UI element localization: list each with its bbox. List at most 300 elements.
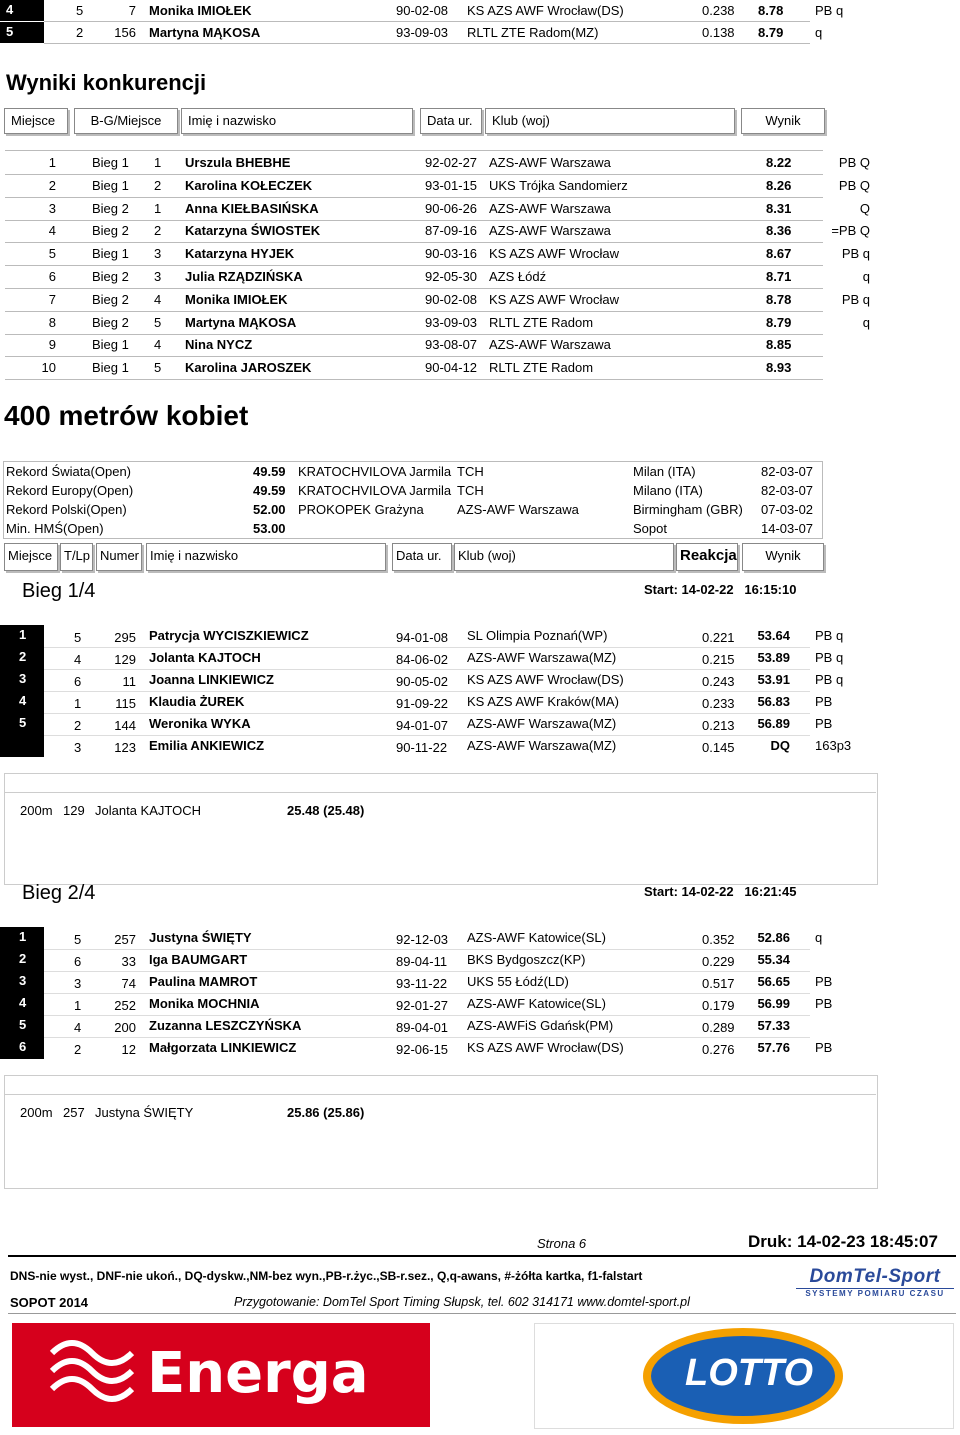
dob-cell: 92-06-15 xyxy=(396,1042,449,1057)
club-cell: AZS-AWF Warszawa xyxy=(489,155,611,170)
reaction-cell: 0.352 xyxy=(702,932,735,947)
reaction-cell: 0.243 xyxy=(702,674,735,689)
note-cell: PB q xyxy=(815,650,844,665)
footer-divider-2 xyxy=(8,1313,956,1314)
place-cell: 4 xyxy=(0,0,44,21)
table-row xyxy=(0,1037,960,1059)
dob-cell: 93-01-15 xyxy=(425,177,478,193)
record-time: 53.00 xyxy=(253,521,286,536)
col-header-reaction: Reakcja xyxy=(676,543,738,571)
club-cell: RLTL ZTE Radom xyxy=(489,314,594,330)
lotto-banner xyxy=(534,1323,954,1429)
col-header-club: Klub (woj) xyxy=(485,108,735,134)
result-cell: 53.64 xyxy=(757,628,790,643)
reaction-cell: 0.213 xyxy=(702,718,735,733)
col-header-heat: B-G/Miejsce xyxy=(74,108,178,134)
place-cell xyxy=(0,735,44,757)
place-cell: 8 xyxy=(48,314,56,330)
lane-cell: 2 xyxy=(74,718,82,733)
results-top-rule xyxy=(5,150,823,151)
col-header-name: Imię i nazwisko xyxy=(146,543,386,571)
club-cell: SL Olimpia Poznań(WP) xyxy=(467,628,608,643)
club-cell: AZS-AWF Katowice(SL) xyxy=(467,996,606,1011)
dob-cell: 92-02-27 xyxy=(425,155,478,170)
bib-cell: 257 xyxy=(114,932,136,947)
reaction-cell: 0.179 xyxy=(702,998,735,1013)
note-cell: PB xyxy=(815,694,833,709)
club-cell: AZS-AWF Warszawa(MZ) xyxy=(467,738,617,753)
result-cell: 8.85 xyxy=(766,337,792,353)
athlete-name: Monika IMIOŁEK xyxy=(185,291,288,307)
place-cell: 3 xyxy=(48,200,56,216)
record-holder: PROKOPEK Grażyna xyxy=(298,502,424,517)
club-cell: AZS-AWF Katowice(SL) xyxy=(467,930,606,945)
col-header-result: Wynik xyxy=(742,543,824,571)
result-cell: 56.99 xyxy=(757,996,790,1011)
record-row xyxy=(0,482,960,501)
reaction-cell: 0.145 xyxy=(702,740,735,755)
dob-cell: 90-02-08 xyxy=(425,291,478,307)
result-cell: 8.78 xyxy=(766,291,792,307)
footer-divider xyxy=(8,1255,956,1257)
athlete-name: Weronika WYKA xyxy=(149,716,251,731)
dob-cell: 94-01-07 xyxy=(396,718,449,733)
heat-place-cell: 5 xyxy=(154,314,162,330)
athlete-name: Nina NYCZ xyxy=(185,337,253,353)
record-place: Birmingham (GBR) xyxy=(633,502,743,517)
credit-text: Przygotowanie: DomTel Sport Timing Słupsk, tel. 602 314171 www.domtel-sport.pl xyxy=(234,1295,690,1309)
table-row xyxy=(0,971,960,993)
club-cell: BKS Bydgoszcz(KP) xyxy=(467,952,586,967)
note-cell: q xyxy=(815,930,823,945)
reaction-cell: 0.276 xyxy=(702,1042,735,1057)
place-cell: 7 xyxy=(48,291,56,307)
result-cell: 8.71 xyxy=(766,269,792,284)
athlete-name: Justyna ŚWIĘTY xyxy=(149,930,252,945)
result-cell: 55.34 xyxy=(757,952,790,967)
record-place: Milano (ITA) xyxy=(633,483,703,498)
heat-cell: Bieg 2 xyxy=(92,269,129,284)
athlete-name: Iga BAUMGART xyxy=(149,952,248,967)
heat-place-cell: 5 xyxy=(154,360,162,376)
split-time: 25.86 (25.86) xyxy=(287,1105,365,1120)
table-row xyxy=(0,713,960,735)
record-holder: KRATOCHVILOVA Jarmila xyxy=(298,483,452,498)
note-cell: PB q xyxy=(841,291,870,307)
record-place: Milan (ITA) xyxy=(633,464,696,479)
table-row xyxy=(0,243,960,265)
table-row xyxy=(0,927,960,949)
place-cell: 6 xyxy=(48,269,56,284)
domtel-logo xyxy=(796,1266,954,1300)
bib-cell: 33 xyxy=(121,954,136,969)
result-cell: 57.33 xyxy=(757,1018,790,1033)
heat-place-cell: 3 xyxy=(154,269,162,284)
split-athlete: Jolanta KAJTOCH xyxy=(95,803,201,818)
dob-cell: 90-06-26 xyxy=(425,200,478,216)
dob-cell: 87-09-16 xyxy=(425,223,478,239)
club-cell: UKS 55 Łódź(LD) xyxy=(467,974,569,989)
athlete-name: Jolanta KAJTOCH xyxy=(149,650,261,665)
dob-cell: 91-09-22 xyxy=(396,696,449,711)
club-cell: KS AZS AWF Wrocław xyxy=(489,291,620,307)
note-cell: PB q xyxy=(815,628,844,643)
dob-cell: 93-11-22 xyxy=(396,976,448,991)
club-cell: KS AZS AWF Wrocław xyxy=(489,246,620,262)
table-row xyxy=(0,152,960,174)
athlete-name: Monika IMIOŁEK xyxy=(149,3,252,18)
place-cell: 4 xyxy=(48,223,56,239)
place-cell: 5 xyxy=(48,246,56,262)
split-divider xyxy=(4,1094,876,1095)
record-label: Rekord Europy(Open) xyxy=(6,483,134,498)
dob-cell: 93-09-03 xyxy=(425,314,478,330)
heat-title: Bieg 1/4 xyxy=(22,580,96,602)
result-cell: DQ xyxy=(770,738,790,753)
note-cell: PB q xyxy=(815,3,844,18)
heat-cell: Bieg 1 xyxy=(92,246,129,262)
note-cell: 163p3 xyxy=(815,738,852,753)
dob-cell: 94-01-08 xyxy=(396,630,449,645)
heat-place-cell: 4 xyxy=(154,337,162,353)
place-cell: 1 xyxy=(0,625,44,647)
split-times-box xyxy=(4,773,878,885)
note-cell: PB Q xyxy=(838,177,870,193)
col-header-lane: T/Lp xyxy=(60,543,93,571)
place-cell: 5 xyxy=(0,713,44,735)
heat-cell: Bieg 1 xyxy=(92,177,129,193)
club-cell: RLTL ZTE Radom(MZ) xyxy=(467,25,599,40)
place-cell: 4 xyxy=(0,993,44,1015)
record-label: Rekord Polski(Open) xyxy=(6,502,127,517)
energa-logo-text: Energa xyxy=(147,1341,369,1406)
note-cell: PB Q xyxy=(838,155,870,170)
athlete-name: Klaudia ŻUREK xyxy=(149,694,245,709)
dob-cell: 90-11-22 xyxy=(396,740,448,755)
heat-cell: Bieg 2 xyxy=(92,291,129,307)
reaction-cell: 0.517 xyxy=(702,976,735,991)
reaction-cell: 0.215 xyxy=(702,652,735,667)
place-cell: 4 xyxy=(0,691,44,713)
heat-place-cell: 2 xyxy=(154,177,162,193)
table-row xyxy=(0,266,960,288)
reaction-cell: 0.221 xyxy=(702,630,735,645)
col-header-dob: Data ur. xyxy=(420,108,482,134)
athlete-name: Karolina KOŁECZEK xyxy=(185,177,313,193)
record-row xyxy=(0,520,960,539)
table-row xyxy=(0,0,960,22)
athlete-name: Monika MOCHNIA xyxy=(149,996,260,1011)
athlete-name: Karolina JAROSZEK xyxy=(185,360,312,376)
club-cell: KS AZS AWF Wrocław(DS) xyxy=(467,1040,624,1055)
split-bib: 257 xyxy=(63,1105,85,1120)
split-time: 25.48 (25.48) xyxy=(287,803,365,818)
col-header-dob: Data ur. xyxy=(392,543,452,571)
place-cell: 5 xyxy=(0,22,44,43)
dob-cell: 93-09-03 xyxy=(396,25,449,40)
lane-cell: 6 xyxy=(74,674,82,689)
note-cell: PB q xyxy=(815,672,844,687)
legend-text: DNS-nie wyst., DNF-nie ukoń., DQ-dyskw.,NM-bez wyn.,PB-r.życ.,SB-r.sez., Q,q-awans, #-żółta kartka, f1-falstart xyxy=(10,1269,643,1283)
col-header-club: Klub (woj) xyxy=(454,543,674,571)
col-header-bib: Numer xyxy=(96,543,142,571)
result-cell: 8.26 xyxy=(766,177,792,193)
result-cell: 57.76 xyxy=(757,1040,790,1055)
lane-cell: 6 xyxy=(74,954,82,969)
heat-place-cell: 4 xyxy=(154,291,162,307)
heat-place-cell: 1 xyxy=(154,200,162,216)
result-cell: 8.79 xyxy=(766,314,792,330)
heat-cell: Bieg 1 xyxy=(92,155,129,170)
dob-cell: 93-08-07 xyxy=(425,337,478,353)
result-cell: 56.89 xyxy=(757,716,790,731)
note-cell: PB q xyxy=(841,246,870,262)
athlete-name: Katarzyna HYJEK xyxy=(185,246,295,262)
note-cell: q xyxy=(862,269,870,284)
note-cell: q xyxy=(862,314,870,330)
club-cell: AZS Łódź xyxy=(489,269,547,284)
table-row xyxy=(0,198,960,220)
result-cell: 53.91 xyxy=(757,672,790,687)
record-place: Sopot xyxy=(633,521,667,536)
event-location: SOPOT 2014 xyxy=(10,1295,89,1310)
lane-cell: 2 xyxy=(74,1042,82,1057)
lane-cell: 2 xyxy=(76,25,84,40)
table-row xyxy=(0,625,960,647)
reaction-cell: 0.238 xyxy=(702,3,735,18)
record-time: 52.00 xyxy=(253,502,286,517)
table-row xyxy=(0,334,960,356)
record-club: TCH xyxy=(457,483,484,498)
dob-cell: 84-06-02 xyxy=(396,652,449,667)
table-row xyxy=(0,993,960,1015)
domtel-logo-subtitle: SYSTEMY POMIARU CZASU xyxy=(796,1288,954,1298)
bib-cell: 144 xyxy=(114,718,136,733)
print-timestamp: Druk: 14-02-23 18:45:07 xyxy=(748,1232,938,1251)
heat-place-cell: 1 xyxy=(154,155,162,170)
note-cell: q xyxy=(815,25,823,40)
reaction-cell: 0.289 xyxy=(702,1020,735,1035)
club-cell: UKS Trójka Sandomierz xyxy=(489,177,628,193)
bib-cell: 252 xyxy=(114,998,136,1013)
col-header-result: Wynik xyxy=(741,108,825,134)
heat-cell: Bieg 2 xyxy=(92,223,129,239)
heat-cell: Bieg 2 xyxy=(92,200,129,216)
record-club: AZS-AWF Warszawa xyxy=(457,502,579,517)
split-athlete: Justyna ŚWIĘTY xyxy=(95,1105,194,1120)
athlete-name: Małgorzata LINKIEWICZ xyxy=(149,1040,297,1055)
place-cell: 2 xyxy=(0,647,44,669)
row-divider xyxy=(44,43,810,44)
bib-cell: 200 xyxy=(114,1020,136,1035)
dob-cell: 90-02-08 xyxy=(396,3,449,18)
note-cell: PB xyxy=(815,1040,833,1055)
dob-cell: 89-04-11 xyxy=(396,954,448,969)
dob-cell: 90-04-12 xyxy=(425,360,478,376)
athlete-name: Martyna MĄKOSA xyxy=(185,314,297,330)
club-cell: AZS-AWF Warszawa xyxy=(489,223,611,239)
lotto-logo-text: LOTTO xyxy=(685,1352,814,1394)
result-cell: 8.67 xyxy=(766,246,792,262)
bib-cell: 123 xyxy=(114,740,136,755)
table-row xyxy=(0,22,960,44)
reaction-cell: 0.233 xyxy=(702,696,735,711)
athlete-name: Anna KIEŁBASIŃSKA xyxy=(185,200,319,216)
table-row xyxy=(0,669,960,691)
record-holder: KRATOCHVILOVA Jarmila xyxy=(298,464,452,479)
bib-cell: 115 xyxy=(115,696,136,711)
lane-cell: 5 xyxy=(74,932,82,947)
page-number: Strona 6 xyxy=(537,1236,587,1251)
lane-cell: 5 xyxy=(76,3,84,18)
dob-cell: 92-01-27 xyxy=(396,998,449,1013)
club-cell: AZS-AWFiS Gdańsk(PM) xyxy=(467,1018,614,1033)
record-date: 82-03-07 xyxy=(761,483,814,498)
place-cell: 3 xyxy=(0,669,44,691)
record-label: Rekord Świata(Open) xyxy=(6,464,131,479)
place-cell: 2 xyxy=(0,949,44,971)
place-cell: 9 xyxy=(48,337,56,353)
athlete-name: Katarzyna ŚWIOSTEK xyxy=(185,223,321,239)
col-header-name: Imię i nazwisko xyxy=(181,108,413,134)
club-cell: RLTL ZTE Radom xyxy=(489,360,594,376)
dob-cell: 92-12-03 xyxy=(396,932,449,947)
place-cell: 1 xyxy=(0,927,44,949)
results-section-title: Wyniki konkurencji xyxy=(6,70,207,95)
lane-cell: 3 xyxy=(74,976,82,991)
athlete-name: Julia RZĄDZIŃSKA xyxy=(185,269,303,284)
club-cell: KS AZS AWF Wrocław(DS) xyxy=(467,672,624,687)
heat-title: Bieg 2/4 xyxy=(22,882,96,904)
table-row xyxy=(0,647,960,669)
athlete-name: Urszula BHEBHE xyxy=(185,155,291,170)
heat-place-cell: 2 xyxy=(154,223,162,239)
record-row xyxy=(0,501,960,520)
note-cell: =PB Q xyxy=(831,223,870,239)
lane-cell: 1 xyxy=(74,998,82,1013)
athlete-name: Martyna MĄKOSA xyxy=(149,25,261,40)
club-cell: AZS-AWF Warszawa(MZ) xyxy=(467,716,617,731)
energa-banner xyxy=(12,1323,430,1427)
result-cell: 8.36 xyxy=(766,223,792,239)
place-cell: 10 xyxy=(41,360,56,376)
domtel-logo-text: DomTel-Sport xyxy=(809,1266,941,1287)
club-cell: AZS-AWF Warszawa(MZ) xyxy=(467,650,617,665)
dob-cell: 90-05-02 xyxy=(396,674,449,689)
club-cell: KS AZS AWF Wrocław(DS) xyxy=(467,3,624,18)
place-cell: 3 xyxy=(0,971,44,993)
note-cell: Q xyxy=(859,200,870,216)
heat-start-time: Start: 14-02-22 16:15:10 xyxy=(644,582,797,597)
table-row xyxy=(0,289,960,311)
record-time: 49.59 xyxy=(253,464,286,479)
table-row xyxy=(0,735,960,757)
split-divider xyxy=(4,792,876,793)
note-cell: PB xyxy=(815,974,833,989)
table-row xyxy=(0,175,960,197)
bib-cell: 74 xyxy=(121,976,136,991)
note-cell: PB xyxy=(815,716,833,731)
split-distance: 200m xyxy=(20,803,53,818)
lane-cell: 5 xyxy=(74,630,82,645)
heat-start-time: Start: 14-02-22 16:21:45 xyxy=(644,884,797,899)
record-date: 14-03-07 xyxy=(761,521,814,536)
record-date: 07-03-02 xyxy=(761,502,814,517)
heat-cell: Bieg 1 xyxy=(92,360,129,376)
dob-cell: 92-05-30 xyxy=(425,269,478,284)
athlete-name: Emilia ANKIEWICZ xyxy=(149,738,265,753)
bib-cell: 156 xyxy=(114,25,136,40)
club-cell: AZS-AWF Warszawa xyxy=(489,200,611,216)
result-cell: 56.83 xyxy=(757,694,790,709)
result-cell: 8.22 xyxy=(766,155,792,170)
table-row xyxy=(0,1015,960,1037)
record-time: 49.59 xyxy=(253,483,286,498)
place-cell: 1 xyxy=(48,155,56,170)
record-club: TCH xyxy=(457,464,484,479)
heat-place-cell: 3 xyxy=(154,246,162,262)
split-bib: 129 xyxy=(63,803,85,818)
result-cell: 8.79 xyxy=(758,25,784,40)
note-cell: PB xyxy=(815,996,833,1011)
heat-cell: Bieg 1 xyxy=(92,337,129,353)
club-cell: AZS-AWF Warszawa xyxy=(489,337,611,353)
split-times-box xyxy=(4,1075,878,1189)
place-cell: 6 xyxy=(0,1037,44,1059)
table-row xyxy=(0,949,960,971)
heat-cell: Bieg 2 xyxy=(92,314,129,330)
place-cell: 5 xyxy=(0,1015,44,1037)
record-row xyxy=(0,463,960,482)
result-cell: 8.78 xyxy=(758,3,784,18)
dob-cell: 90-03-16 xyxy=(425,246,478,262)
lane-cell: 4 xyxy=(74,652,82,667)
athlete-name: Joanna LINKIEWICZ xyxy=(149,672,274,687)
event-title: 400 metrów kobiet xyxy=(4,400,249,431)
lane-cell: 1 xyxy=(74,696,82,711)
place-cell: 2 xyxy=(48,177,56,193)
result-cell: 56.65 xyxy=(757,974,790,989)
bib-cell: 7 xyxy=(128,3,136,18)
result-cell: 53.89 xyxy=(757,650,790,665)
split-distance: 200m xyxy=(20,1105,53,1120)
athlete-name: Zuzanna LESZCZYŃSKA xyxy=(149,1018,302,1033)
result-cell: 8.93 xyxy=(766,360,792,376)
athlete-name: Paulina MAMROT xyxy=(149,974,258,989)
bib-cell: 11 xyxy=(122,674,136,689)
table-row xyxy=(0,312,960,334)
record-date: 82-03-07 xyxy=(761,464,814,479)
reaction-cell: 0.138 xyxy=(702,25,735,40)
table-row xyxy=(0,220,960,242)
bib-cell: 12 xyxy=(121,1042,136,1057)
result-cell: 52.86 xyxy=(757,930,790,945)
result-cell: 8.31 xyxy=(766,200,792,216)
lane-cell: 4 xyxy=(74,1020,82,1035)
athlete-name: Patrycja WYCISZKIEWICZ xyxy=(149,628,309,643)
dob-cell: 89-04-01 xyxy=(396,1020,449,1035)
lane-cell: 3 xyxy=(74,740,82,755)
bib-cell: 129 xyxy=(114,652,136,667)
bib-cell: 295 xyxy=(114,630,136,645)
table-row xyxy=(0,691,960,713)
table-row xyxy=(0,357,960,379)
col-header-place: Miejsce xyxy=(4,108,68,134)
club-cell: KS AZS AWF Kraków(MA) xyxy=(467,694,619,709)
col-header-place: Miejsce xyxy=(4,543,58,571)
reaction-cell: 0.229 xyxy=(702,954,735,969)
row-divider xyxy=(5,379,823,380)
